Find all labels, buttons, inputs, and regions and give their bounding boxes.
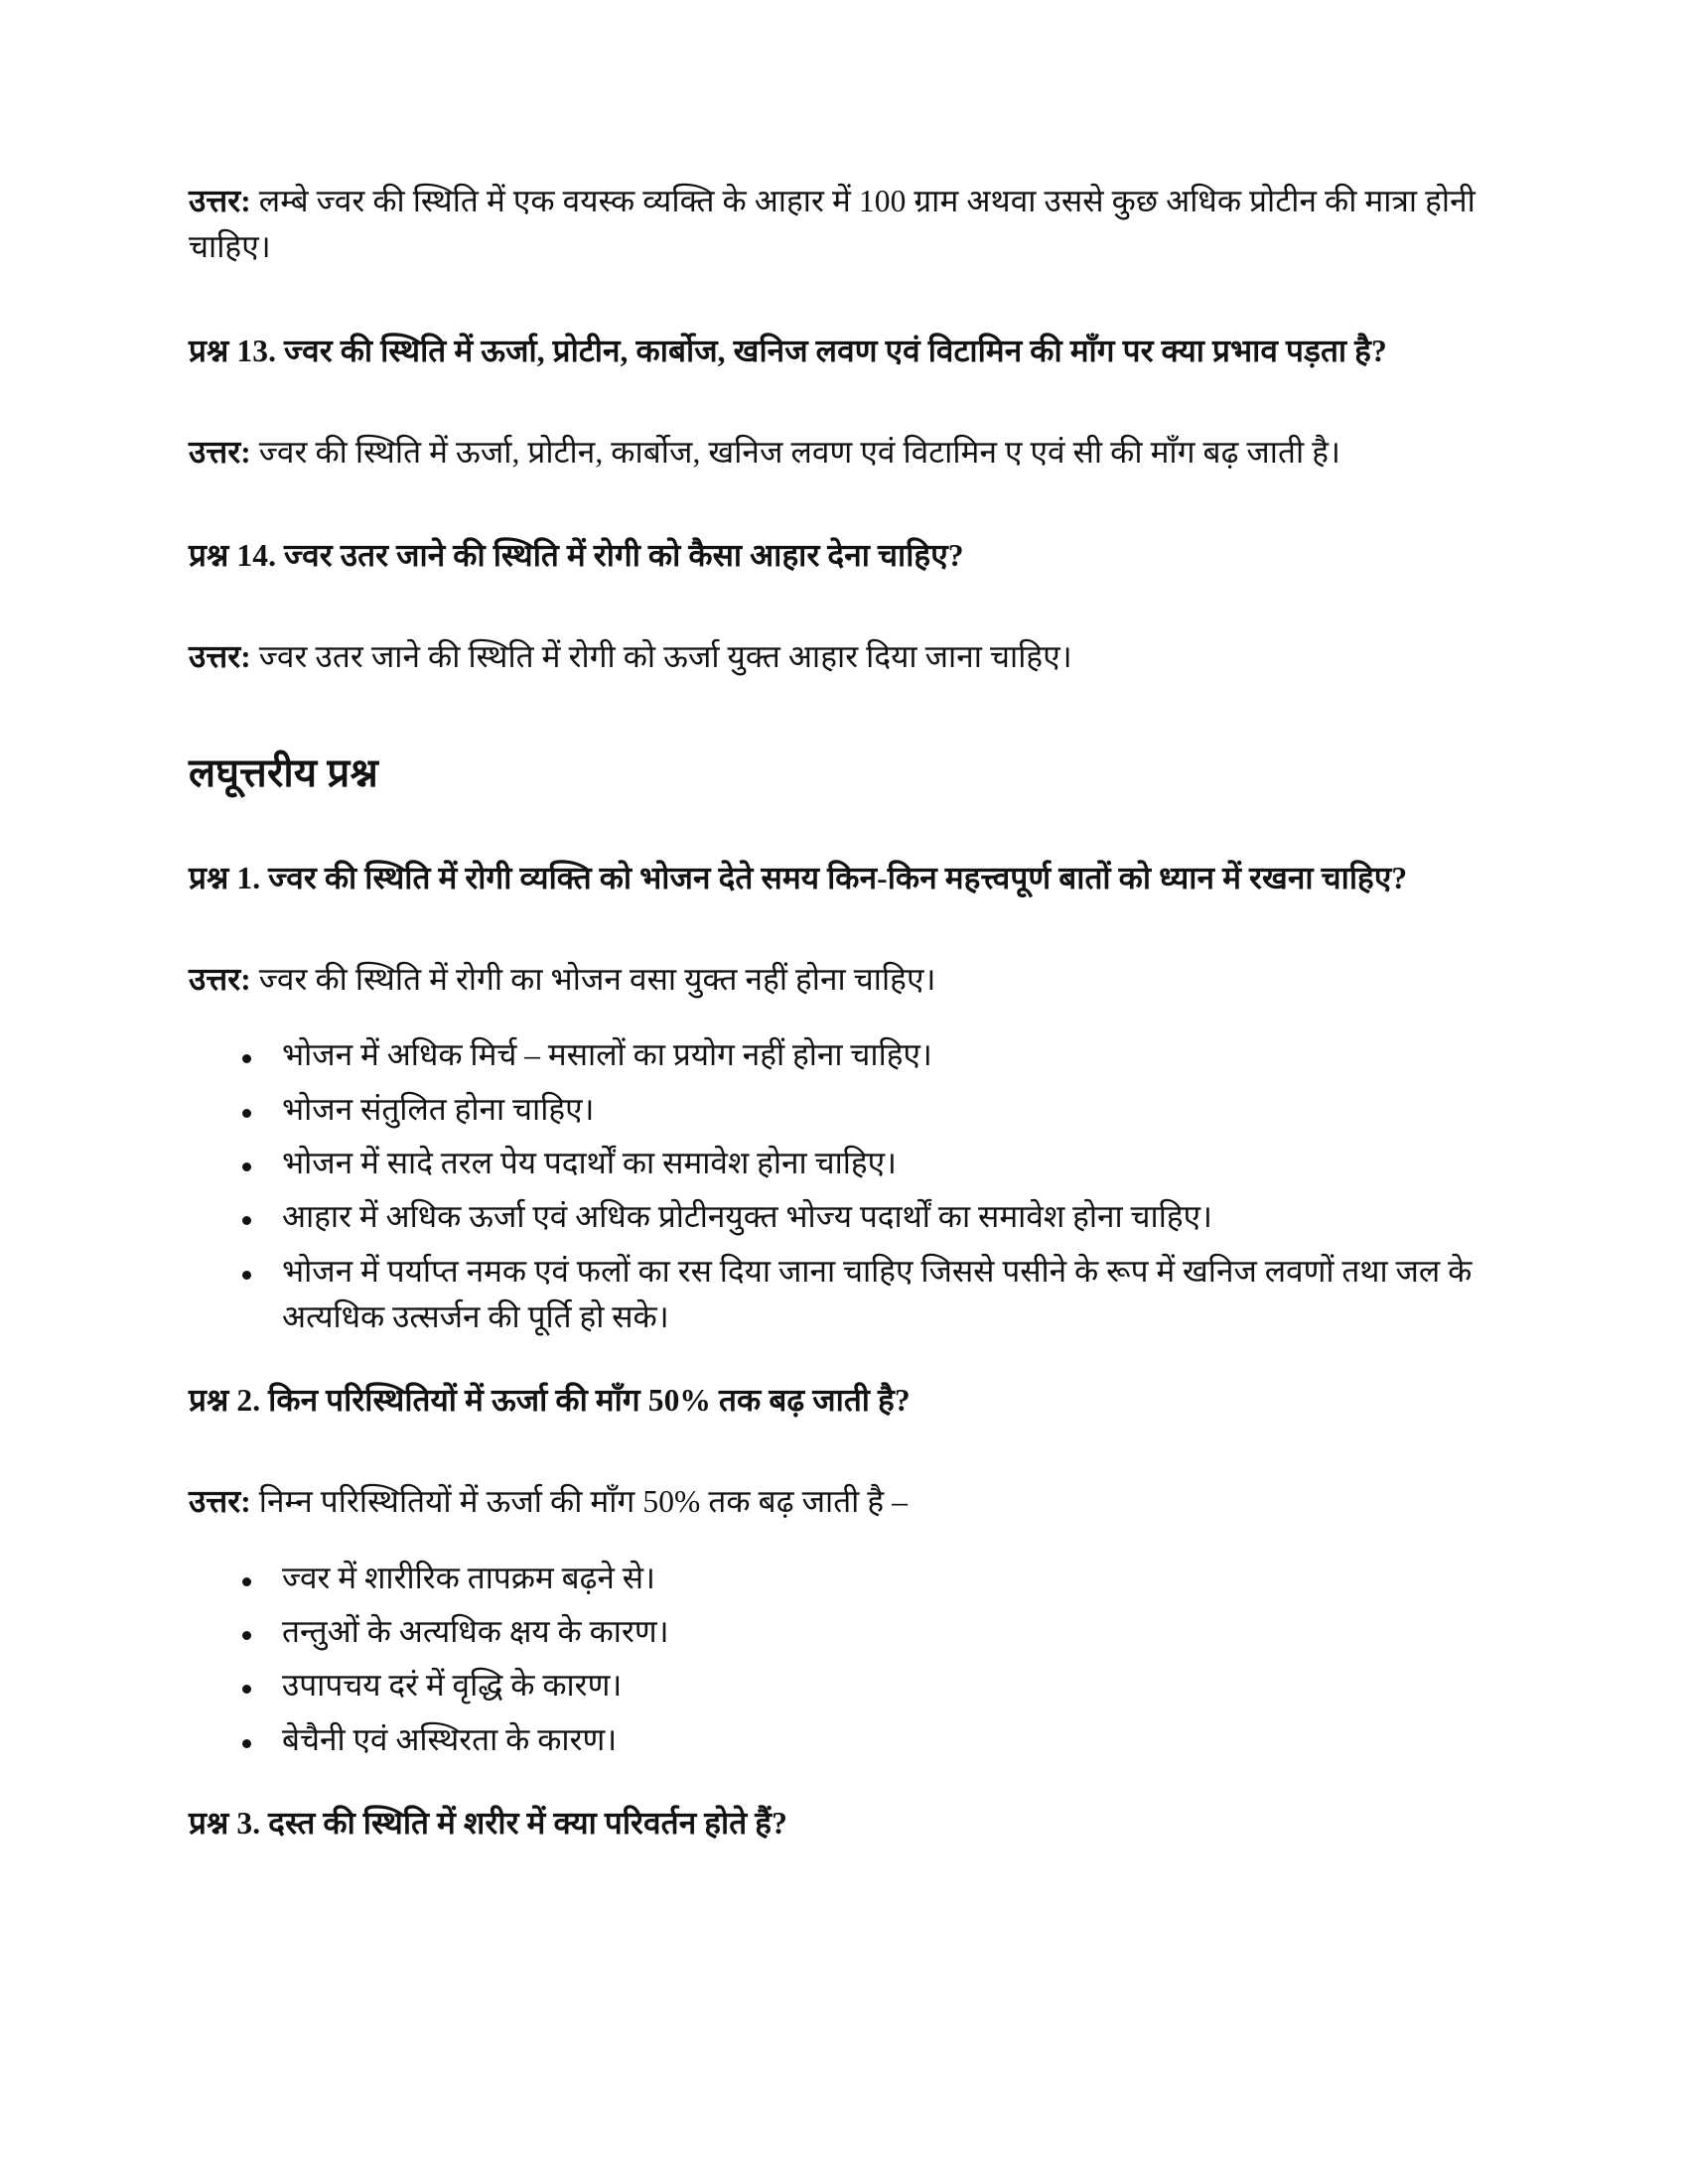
answer-paragraph-14 xyxy=(189,634,1504,680)
question-heading-13: प्रश्न 13. ज्वर की स्थिति में ऊर्जा, प्रोटीन, कार्बोज, खनिज लवण एवं विटामिन की माँग पर क्या प्रभाव पड़ता है? xyxy=(189,333,1387,368)
spacer xyxy=(189,1003,1504,1032)
answer-label: उत्तर: xyxy=(189,639,251,675)
answer-label: उत्तर: xyxy=(189,1484,251,1520)
answer-text: ज्वर की स्थिति में ऊर्जा, प्रोटीन, कार्बोज, खनिज लवण एवं विटामिन ए एवं सी की माँग बढ़ जाती है। xyxy=(250,434,1341,470)
answer-text: ज्वर की स्थिति में रोगी का भोजन वसा युक्त नहीं होना चाहिए। xyxy=(250,962,936,998)
answer-paragraph-13 xyxy=(189,430,1504,476)
spacer xyxy=(189,374,1504,430)
spacer xyxy=(189,1526,1504,1556)
short-question-heading-3: प्रश्न 3. दस्त की स्थिति में शरीर में क्या परिवर्तन होते हैं? xyxy=(189,1805,787,1841)
answer-text: निम्न परिस्थितियों में ऊर्जा की माँग 50% तक बढ़ जाती है – xyxy=(250,1484,909,1520)
short-answer-paragraph-2 xyxy=(189,1479,1504,1525)
list-item: उपापचय दरं में वृद्धि के कारण। xyxy=(230,1663,1504,1708)
short-answer-paragraph-1 xyxy=(189,957,1504,1003)
spacer xyxy=(189,681,1504,747)
section-heading: लघूत्तरीय प्रश्न xyxy=(189,750,378,795)
answer-text: लम्बे ज्वर की स्थिति में एक वयस्क व्यक्ति के आहार में 100 ग्राम अथवा उससे कुछ अधिक प्रोटीन की मात्रा होनी चाहिए। xyxy=(189,184,1476,265)
list-item: तन्तुओं के अत्यधिक क्षय के कारण। xyxy=(230,1609,1504,1655)
short-question-heading-1: प्रश्न 1. ज्वर की स्थिति में रोगी व्यक्ति को भोजन देते समय किन-किन महत्त्वपूर्ण बातों को ध्यान में रखना चाहिए? xyxy=(189,860,1408,895)
answer-label: उत्तर: xyxy=(189,434,251,470)
list-item: भोजन में सादे तरल पेय पदार्थों का समावेश होना चाहिए। xyxy=(230,1141,1504,1186)
answer-paragraph-12 xyxy=(189,179,1504,271)
answer-label: उत्तर: xyxy=(189,962,251,998)
list-item: आहार में अधिक ऊर्जा एवं अधिक प्रोटीनयुक्त भोज्य पदार्थों का समावेश होना चाहिए। xyxy=(230,1194,1504,1240)
list-item: बेचैनी एवं अस्थिरता के कारण। xyxy=(230,1717,1504,1763)
short-answer-2-bullet-list xyxy=(189,1556,1504,1763)
spacer xyxy=(189,901,1504,957)
list-item: भोजन संतुलित होना चाहिए। xyxy=(230,1087,1504,1133)
question-heading-14: प्रश्न 14. ज्वर उतर जाने की स्थिति में रोगी को कैसा आहार देना चाहिए? xyxy=(189,538,964,574)
spacer xyxy=(189,1340,1504,1378)
spacer xyxy=(189,476,1504,533)
spacer xyxy=(189,271,1504,329)
spacer xyxy=(189,1763,1504,1801)
spacer xyxy=(189,579,1504,634)
answer-text: ज्वर उतर जाने की स्थिति में रोगी को ऊर्जा युक्त आहार दिया जाना चाहिए। xyxy=(250,639,1072,675)
document-body xyxy=(189,179,1504,1846)
list-item: ज्वर में शारीरिक तापक्रम बढ़ने से। xyxy=(230,1556,1504,1601)
list-item: भोजन में पर्याप्त नमक एवं फलों का रस दिया जाना चाहिए जिससे पसीने के रूप में खनिज लवणों तथा जल के अत्यधिक उत्सर्जन की पूर्ति हो सके। xyxy=(230,1249,1504,1341)
answer-label: उत्तर: xyxy=(189,184,251,218)
spacer xyxy=(189,800,1504,856)
list-item: भोजन में अधिक मिर्च – मसालों का प्रयोग नहीं होना चाहिए। xyxy=(230,1032,1504,1078)
short-answer-1-bullet-list xyxy=(189,1032,1504,1340)
spacer xyxy=(189,1424,1504,1479)
short-question-heading-2: प्रश्न 2. किन परिस्थितियों में ऊर्जा की माँग 50% तक बढ़ जाती है? xyxy=(189,1383,911,1419)
